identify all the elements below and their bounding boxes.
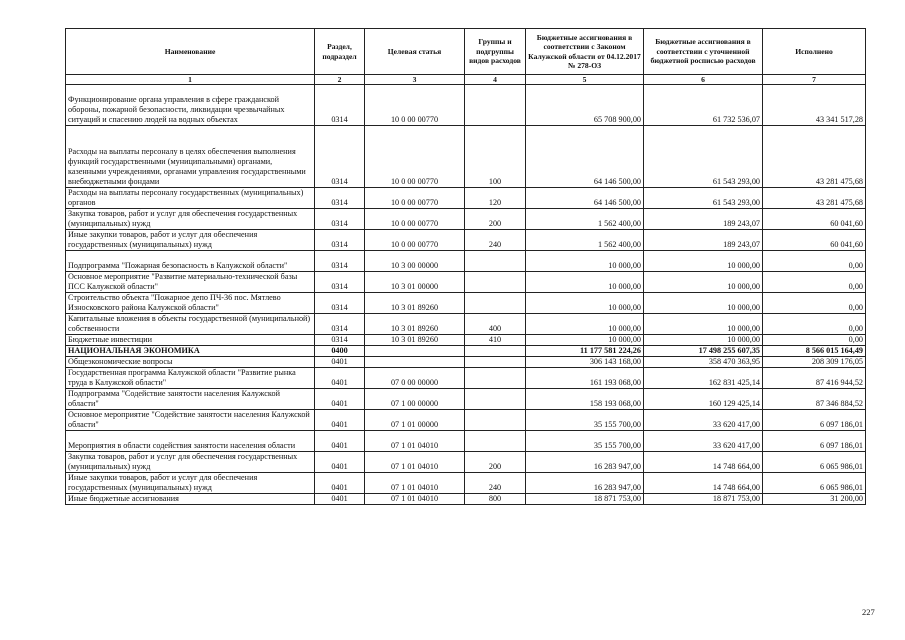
row-section: 0314 xyxy=(315,335,365,346)
header-number: 1 xyxy=(66,75,315,85)
row-group xyxy=(465,357,526,368)
row-group xyxy=(465,410,526,431)
row-target: 07 0 00 00000 xyxy=(365,368,465,389)
table-body xyxy=(66,85,866,505)
table-row xyxy=(66,473,866,494)
row-section: 0314 xyxy=(315,272,365,293)
table-row xyxy=(66,293,866,314)
row-section: 0314 xyxy=(315,85,365,126)
row-target: 10 0 00 00770 xyxy=(365,85,465,126)
row-target: 10 0 00 00770 xyxy=(365,126,465,188)
row-adjusted-amount: 18 871 753,00 xyxy=(644,494,763,505)
header-number: 5 xyxy=(526,75,644,85)
row-group xyxy=(465,272,526,293)
row-law-amount: 1 562 400,00 xyxy=(526,230,644,251)
row-law-amount: 18 871 753,00 xyxy=(526,494,644,505)
header-number: 4 xyxy=(465,75,526,85)
row-section: 0401 xyxy=(315,389,365,410)
row-section: 0401 xyxy=(315,410,365,431)
row-section: 0314 xyxy=(315,230,365,251)
row-executed-amount: 6 065 986,01 xyxy=(763,452,866,473)
row-name: НАЦИОНАЛЬНАЯ ЭКОНОМИКА xyxy=(66,346,315,357)
table-row xyxy=(66,346,866,357)
header-number: 2 xyxy=(315,75,365,85)
row-name: Подпрограмма "Содействие занятости населения Калужской области" xyxy=(66,389,315,410)
table-row xyxy=(66,410,866,431)
row-target: 10 3 01 00000 xyxy=(365,272,465,293)
row-group: 120 xyxy=(465,188,526,209)
row-executed-amount: 0,00 xyxy=(763,335,866,346)
row-adjusted-amount: 10 000,00 xyxy=(644,293,763,314)
row-law-amount: 65 708 900,00 xyxy=(526,85,644,126)
row-name: Основное мероприятие "Содействие занятости населения Калужской области" xyxy=(66,410,315,431)
row-group: 240 xyxy=(465,230,526,251)
row-name: Иные закупки товаров, работ и услуг для обеспечения государственных (муниципальных) нужд xyxy=(66,473,315,494)
row-adjusted-amount: 14 748 664,00 xyxy=(644,473,763,494)
row-name: Государственная программа Калужской области "Развитие рынка труда в Калужской области" xyxy=(66,368,315,389)
table-row xyxy=(66,85,866,126)
row-section: 0401 xyxy=(315,494,365,505)
row-group: 200 xyxy=(465,209,526,230)
row-section: 0314 xyxy=(315,209,365,230)
row-target: 10 3 01 89260 xyxy=(365,314,465,335)
header-number: 7 xyxy=(763,75,866,85)
row-section: 0400 xyxy=(315,346,365,357)
row-name: Бюджетные инвестиции xyxy=(66,335,315,346)
row-group xyxy=(465,346,526,357)
row-target: 10 3 01 89260 xyxy=(365,293,465,314)
row-name: Расходы на выплаты персоналу государственных (муниципальных) органов xyxy=(66,188,315,209)
row-executed-amount: 43 281 475,68 xyxy=(763,126,866,188)
row-executed-amount: 6 097 186,01 xyxy=(763,410,866,431)
row-law-amount: 10 000,00 xyxy=(526,314,644,335)
row-name: Функционирование органа управления в сфере гражданской обороны, пожарной безопасности, ликвидации чрезвычайных ситуаций и спасению людей на водных объектах xyxy=(66,85,315,126)
row-adjusted-amount: 61 543 293,00 xyxy=(644,126,763,188)
row-law-amount: 16 283 947,00 xyxy=(526,473,644,494)
table-row xyxy=(66,389,866,410)
header-row xyxy=(66,29,866,75)
row-law-amount: 10 000,00 xyxy=(526,251,644,272)
table-row xyxy=(66,272,866,293)
row-adjusted-amount: 162 831 425,14 xyxy=(644,368,763,389)
row-adjusted-amount: 17 498 255 607,35 xyxy=(644,346,763,357)
header-law: Бюджетные ассигнования в соответствии с Законом Калужской области от 04.12.2017 № 278-ОЗ xyxy=(526,29,644,75)
header-number: 6 xyxy=(644,75,763,85)
row-executed-amount: 0,00 xyxy=(763,293,866,314)
header-number-row xyxy=(66,75,866,85)
row-law-amount: 10 000,00 xyxy=(526,335,644,346)
row-group: 400 xyxy=(465,314,526,335)
row-adjusted-amount: 10 000,00 xyxy=(644,335,763,346)
row-name: Мероприятия в области содействия занятости населения области xyxy=(66,431,315,452)
row-section: 0314 xyxy=(315,126,365,188)
row-group xyxy=(465,389,526,410)
header-group: Группы и подгруппы видов расходов xyxy=(465,29,526,75)
row-name: Общеэкономические вопросы xyxy=(66,357,315,368)
row-section: 0401 xyxy=(315,452,365,473)
row-group: 800 xyxy=(465,494,526,505)
row-group xyxy=(465,293,526,314)
row-target: 10 0 00 00770 xyxy=(365,230,465,251)
row-adjusted-amount: 10 000,00 xyxy=(644,272,763,293)
row-law-amount: 35 155 700,00 xyxy=(526,410,644,431)
row-target xyxy=(365,346,465,357)
row-adjusted-amount: 33 620 417,00 xyxy=(644,431,763,452)
header-executed: Исполнено xyxy=(763,29,866,75)
budget-table xyxy=(65,28,866,505)
table-row xyxy=(66,251,866,272)
row-target: 10 0 00 00770 xyxy=(365,209,465,230)
header-number: 3 xyxy=(365,75,465,85)
row-group: 100 xyxy=(465,126,526,188)
row-section: 0314 xyxy=(315,251,365,272)
row-target: 10 3 00 00000 xyxy=(365,251,465,272)
row-executed-amount: 208 309 176,05 xyxy=(763,357,866,368)
row-law-amount: 64 146 500,00 xyxy=(526,188,644,209)
row-name: Закупка товаров, работ и услуг для обеспечения государственных (муниципальных) нужд xyxy=(66,209,315,230)
table-row xyxy=(66,494,866,505)
row-law-amount: 10 000,00 xyxy=(526,293,644,314)
row-name: Капитальные вложения в объекты государственной (муниципальной) собственности xyxy=(66,314,315,335)
header-target: Целевая статья xyxy=(365,29,465,75)
row-target: 07 1 01 04010 xyxy=(365,431,465,452)
row-adjusted-amount: 10 000,00 xyxy=(644,251,763,272)
row-group: 200 xyxy=(465,452,526,473)
row-group xyxy=(465,251,526,272)
row-name: Основное мероприятие "Развитие материально-технической базы ПСС Калужской области" xyxy=(66,272,315,293)
row-section: 0401 xyxy=(315,473,365,494)
row-law-amount: 11 177 581 224,26 xyxy=(526,346,644,357)
row-target: 10 3 01 89260 xyxy=(365,335,465,346)
row-target xyxy=(365,357,465,368)
row-executed-amount: 0,00 xyxy=(763,314,866,335)
row-adjusted-amount: 61 543 293,00 xyxy=(644,188,763,209)
row-section: 0314 xyxy=(315,293,365,314)
table-row xyxy=(66,314,866,335)
table-row xyxy=(66,209,866,230)
row-executed-amount: 43 341 517,28 xyxy=(763,85,866,126)
row-law-amount: 161 193 068,00 xyxy=(526,368,644,389)
table-row xyxy=(66,335,866,346)
row-section: 0314 xyxy=(315,188,365,209)
row-adjusted-amount: 14 748 664,00 xyxy=(644,452,763,473)
table-row xyxy=(66,230,866,251)
row-law-amount: 1 562 400,00 xyxy=(526,209,644,230)
page-number: 227 xyxy=(862,607,875,617)
row-adjusted-amount: 33 620 417,00 xyxy=(644,410,763,431)
row-section: 0401 xyxy=(315,368,365,389)
row-executed-amount: 6 065 986,01 xyxy=(763,473,866,494)
row-target: 07 1 01 04010 xyxy=(365,473,465,494)
row-executed-amount: 60 041,60 xyxy=(763,230,866,251)
table-row xyxy=(66,126,866,188)
row-target: 07 1 00 00000 xyxy=(365,389,465,410)
row-target: 07 1 01 00000 xyxy=(365,410,465,431)
row-law-amount: 306 143 168,00 xyxy=(526,357,644,368)
header-adjusted: Бюджетные ассигнования в соответствии с уточненной бюджетной росписью расходов xyxy=(644,29,763,75)
row-executed-amount: 6 097 186,01 xyxy=(763,431,866,452)
row-law-amount: 158 193 068,00 xyxy=(526,389,644,410)
row-name: Строительство объекта "Пожарное депо ПЧ-36 пос. Мятлево Износковского района Калужской области" xyxy=(66,293,315,314)
row-adjusted-amount: 160 129 425,14 xyxy=(644,389,763,410)
row-executed-amount: 8 566 015 164,49 xyxy=(763,346,866,357)
row-group xyxy=(465,85,526,126)
row-adjusted-amount: 10 000,00 xyxy=(644,314,763,335)
row-group xyxy=(465,431,526,452)
row-adjusted-amount: 189 243,07 xyxy=(644,209,763,230)
row-executed-amount: 43 281 475,68 xyxy=(763,188,866,209)
row-target: 10 0 00 00770 xyxy=(365,188,465,209)
row-executed-amount: 0,00 xyxy=(763,272,866,293)
row-executed-amount: 31 200,00 xyxy=(763,494,866,505)
header-section: Раздел, подраздел xyxy=(315,29,365,75)
table-header xyxy=(66,29,866,85)
row-group: 410 xyxy=(465,335,526,346)
row-section: 0314 xyxy=(315,314,365,335)
table-row xyxy=(66,452,866,473)
row-name: Иные бюджетные ассигнования xyxy=(66,494,315,505)
row-adjusted-amount: 358 470 363,95 xyxy=(644,357,763,368)
row-name: Закупка товаров, работ и услуг для обеспечения государственных (муниципальных) нужд xyxy=(66,452,315,473)
row-name: Подпрограмма "Пожарная безопасность в Калужской области" xyxy=(66,251,315,272)
row-adjusted-amount: 61 732 536,07 xyxy=(644,85,763,126)
row-executed-amount: 87 346 884,52 xyxy=(763,389,866,410)
row-section: 0401 xyxy=(315,357,365,368)
row-executed-amount: 60 041,60 xyxy=(763,209,866,230)
row-law-amount: 64 146 500,00 xyxy=(526,126,644,188)
row-group xyxy=(465,368,526,389)
table-row xyxy=(66,368,866,389)
header-name: Наименование xyxy=(66,29,315,75)
row-name: Расходы на выплаты персоналу в целях обеспечения выполнения функций государственными (муниципальными) органами, казенными учреждениями, органами управления государственными внебюджетными фондами xyxy=(66,126,315,188)
row-name: Иные закупки товаров, работ и услуг для обеспечения государственных (муниципальных) нужд xyxy=(66,230,315,251)
row-group: 240 xyxy=(465,473,526,494)
row-executed-amount: 0,00 xyxy=(763,251,866,272)
row-section: 0401 xyxy=(315,431,365,452)
row-law-amount: 35 155 700,00 xyxy=(526,431,644,452)
row-target: 07 1 01 04010 xyxy=(365,494,465,505)
row-target: 07 1 01 04010 xyxy=(365,452,465,473)
row-executed-amount: 87 416 944,52 xyxy=(763,368,866,389)
table-row xyxy=(66,357,866,368)
row-law-amount: 10 000,00 xyxy=(526,272,644,293)
table-row xyxy=(66,188,866,209)
row-adjusted-amount: 189 243,07 xyxy=(644,230,763,251)
row-law-amount: 16 283 947,00 xyxy=(526,452,644,473)
table-row xyxy=(66,431,866,452)
